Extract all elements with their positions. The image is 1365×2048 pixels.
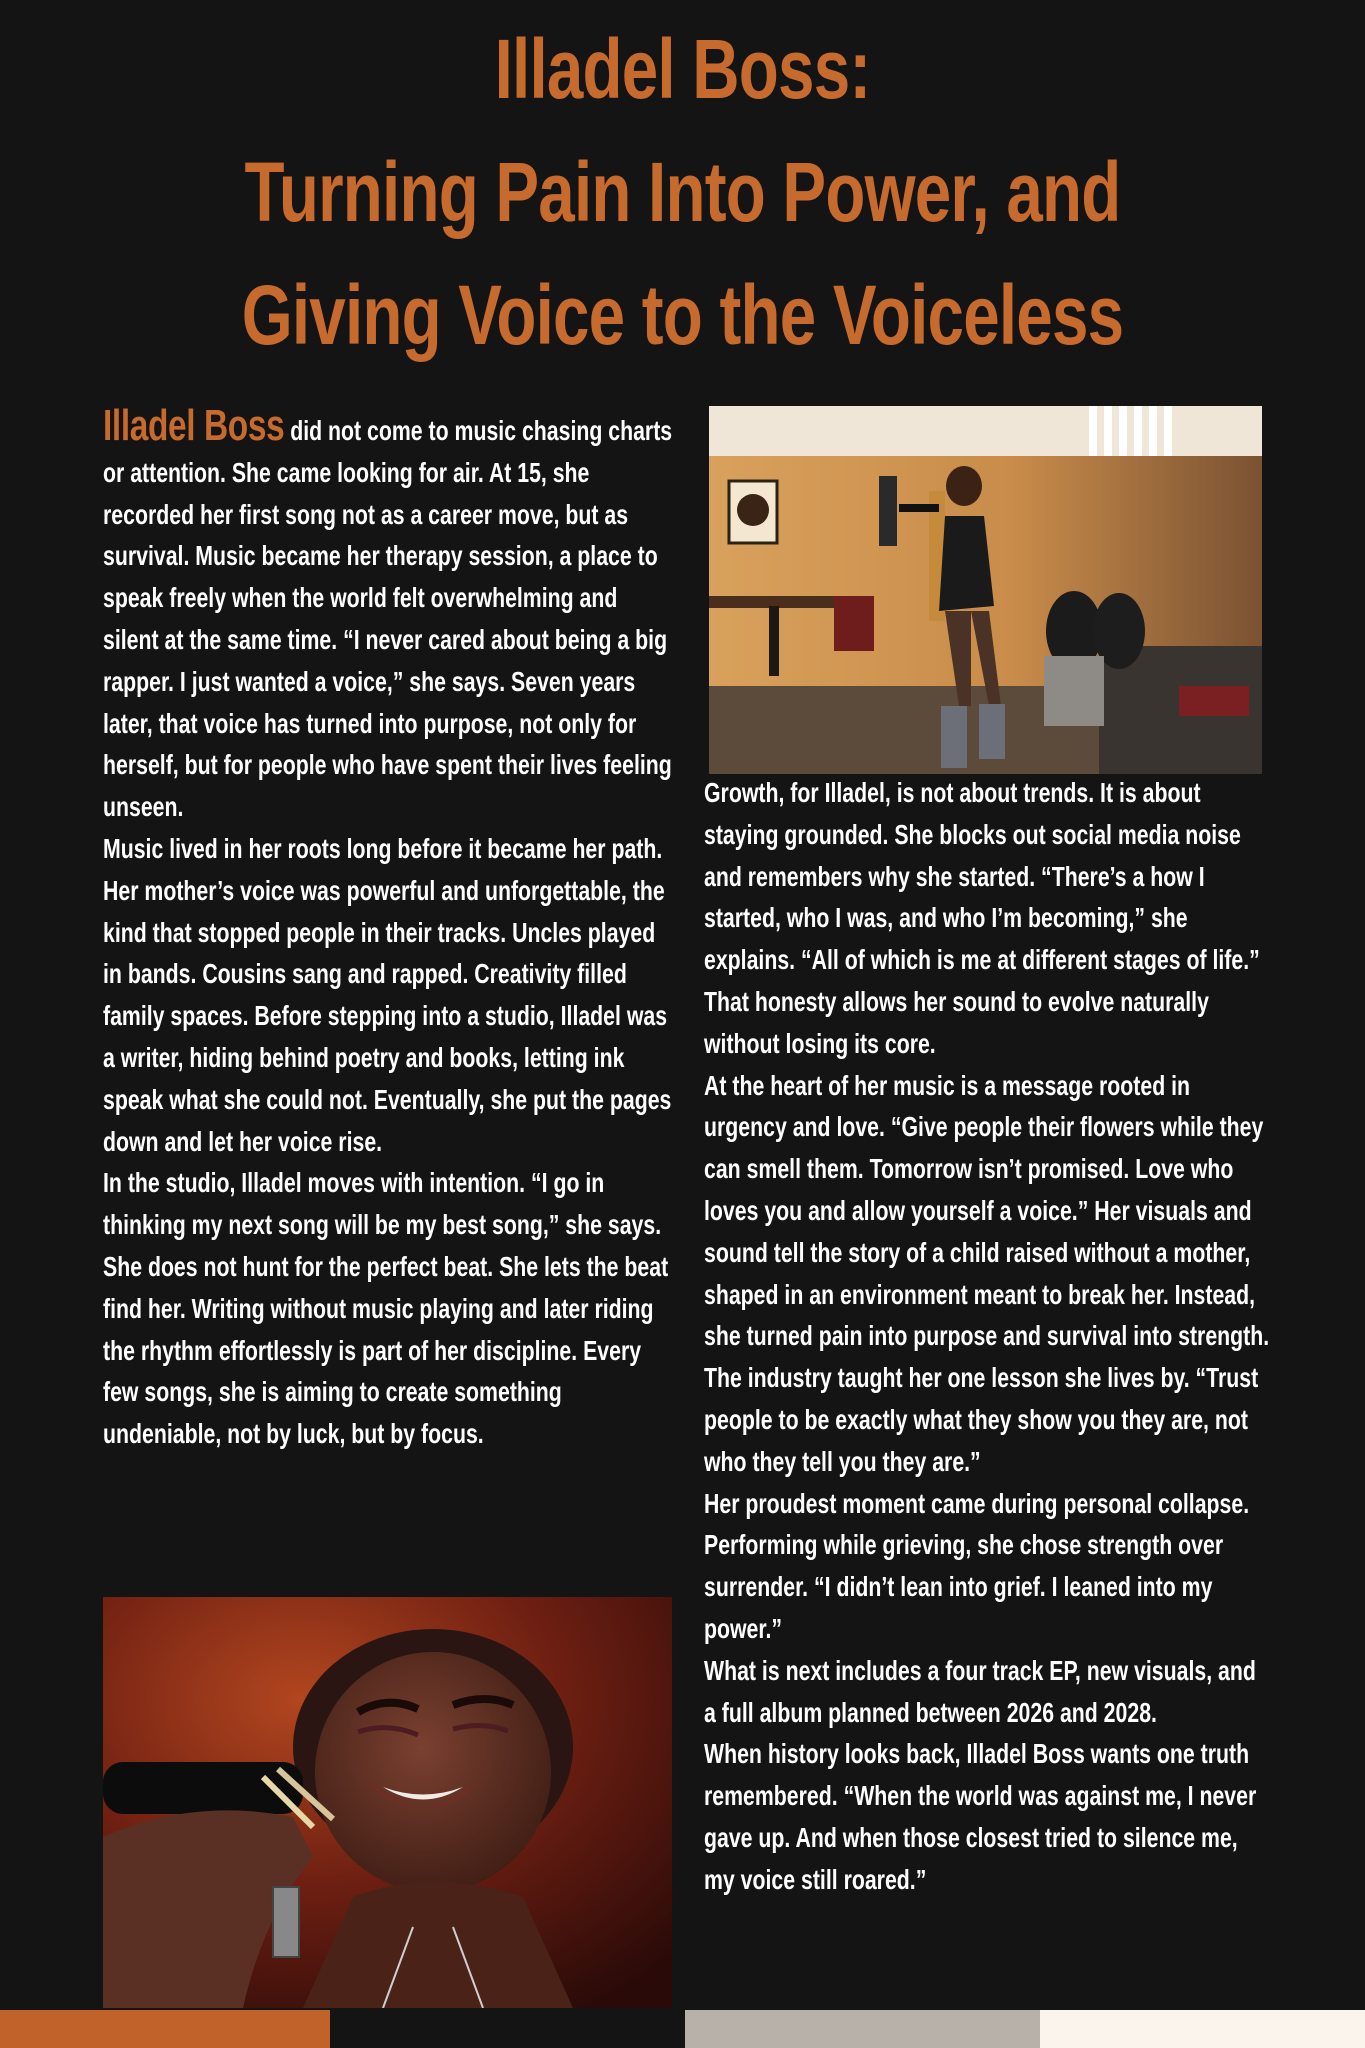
title-line-2: Turning Pain Into Power, and: [244, 145, 1121, 239]
portrait-photo-image: [103, 1597, 672, 2008]
paragraph-9: When history looks back, Illadel Boss wants one truth remembered. “When the world was against me, I never gave up. And when those closest tried to silence me, my voice still roared.”: [704, 1738, 1257, 1895]
footer-bar-orange: [0, 2010, 330, 2048]
right-column: [704, 772, 1272, 1901]
paragraph-5: At the heart of her music is a message rooted in urgency and love. “Give people their flowers while they can smell them. Tomorrow isn’t promised. Love who loves you and allow yourself a voice.” Her visuals and sound tell the story of a child raised without a mother, shaped in an environment meant to break her. Instead, she turned pain into purpose and survival into strength.: [704, 1069, 1270, 1352]
paragraph-6: The industry taught her one lesson she lives by. “Trust people to be exactly what they show you they are, not who they tell you they are.”: [704, 1362, 1259, 1477]
paragraph-2: Music lived in her roots long before it became her path. Her mother’s voice was powerful and unforgettable, the kind that stopped people in their tracks. Uncles played in bands. Cousins sang and rapped. Creativity filled family spaces. Before stepping into a studio, Illadel was a writer, hiding behind poetry and books, letting ink speak what she could not. Eventually, she put the pages down and let her voice rise.: [103, 832, 672, 1157]
paragraph-1-text: did not come to music chasing charts or attention. She came looking for air. At 15, she recorded her first song not as a career move, but as survival. Music became her therapy session, a place to speak freely when the world felt overwhelming and silent at the same time. “I never cared about being a big rapper. I just wanted a voice,” she says. Seven years later, that voice has turned into purpose, not only for herself, but for people who have spent their lives feeling unseen.: [103, 415, 673, 823]
paragraph-1: [103, 401, 673, 828]
performance-photo: [709, 406, 1262, 774]
paragraph-3: In the studio, Illadel moves with intention. “I go in thinking my next song will be my best song,” she says. She does not hunt for the perfect beat. She lets the beat find her. Writing without music playing and later riding the rhythm effortlessly is part of her discipline. Every few songs, she is aiming to create something undeniable, not by luck, but by focus.: [103, 1167, 669, 1450]
footer-bar-gray: [685, 2010, 1040, 2048]
article-title: [150, 8, 1215, 377]
paragraph-7: Her proudest moment came during personal collapse. Performing while grieving, she chose strength over surrender. “I didn’t lean into grief. I leaned into my power.”: [704, 1487, 1250, 1644]
performance-photo-image: [709, 406, 1262, 774]
footer-bar-cream: [1040, 2010, 1365, 2048]
footer-bar-black: [330, 2010, 685, 2048]
title-line-3: Giving Voice to the Voiceless: [241, 268, 1124, 362]
lead-name: Illadel Boss: [103, 401, 285, 450]
paragraph-4: Growth, for Illadel, is not about trends. It is about staying grounded. She blocks out social media noise and remembers why she started. “There’s a how I started, who I was, and who I’m becoming,” she explains. “All of which is me at different stages of life.” That honesty allows her sound to evolve naturally without losing its core.: [704, 777, 1260, 1059]
paragraph-8: What is next includes a four track EP, new visuals, and a full album planned between 2026 and 2028.: [704, 1654, 1256, 1728]
portrait-photo: [103, 1597, 672, 2008]
title-line-1: Illadel Boss:: [494, 22, 871, 116]
left-column: [103, 401, 673, 1455]
